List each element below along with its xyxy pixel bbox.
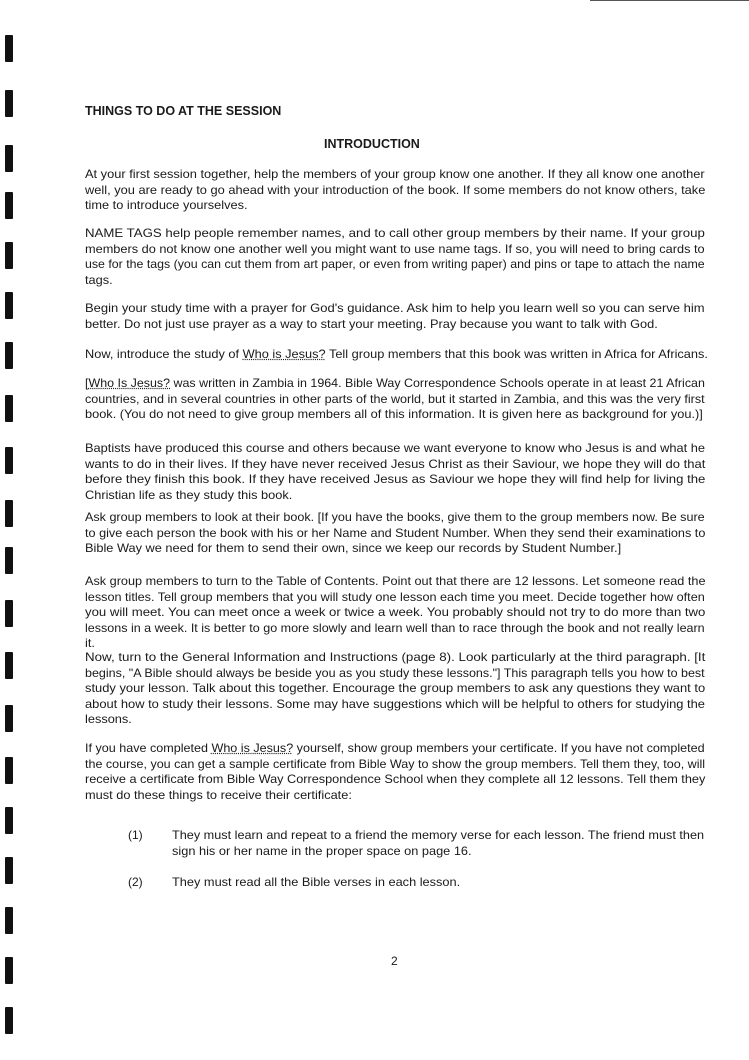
text-line: members do not know one another well you might want to use name tags. If so, you will need to bring cards to xyxy=(85,241,705,256)
text-segment: [ xyxy=(85,376,89,390)
text-line: time to introduce yourselves. xyxy=(85,198,248,213)
text-line: Christian life as they study this book. xyxy=(85,487,293,502)
text-line: Baptists have produced this course and others because we want everyone to know who Jesus is and what he xyxy=(85,441,706,455)
binding-hole-mark xyxy=(5,35,13,62)
text-line: They must learn and repeat to a friend the memory verse for each lesson. The friend must then xyxy=(172,828,705,842)
text-line: it. xyxy=(85,636,95,651)
text-line: Ask group members to look at their book. [If you have the books, give them to the group members now. Be sure xyxy=(85,510,705,524)
text-segment: If you have completed xyxy=(85,741,212,755)
text-line: sign his or her name in the proper space on page 16. xyxy=(172,843,472,858)
text-line: wants to do in their lives. If they have never received Jesus Christ as their Saviour, we hope they will do that xyxy=(85,456,706,471)
text-line: Ask group members to turn to the Table of Contents. Point out that there are 12 lessons. Let someone read the xyxy=(85,574,706,588)
text-line: lessons. xyxy=(85,712,132,727)
book-title: Who is Jesus? xyxy=(211,741,294,755)
text-segment: yourself, show group members your certificate. If you have not completed xyxy=(293,741,705,755)
binding-hole-mark xyxy=(5,547,13,574)
binding-hole-mark xyxy=(5,145,13,172)
text-line: must do these things to receive their certificate: xyxy=(85,787,352,802)
text-line: about how to study their lessons. Some may have suggestions which will be helpful to others for studying the xyxy=(85,696,705,711)
text-line: receive a certificate from Bible Way Correspondence School when they complete all 12 lessons. Tell them they xyxy=(85,772,706,787)
book-title: Who is Jesus? xyxy=(242,347,326,361)
text-line: the course, you can get a sample certificate from Bible Way to show the group members. Tell them they, too, will xyxy=(85,756,706,771)
binding-hole-mark xyxy=(5,292,13,319)
text-line: well, you are ready to go ahead with your introduction of the book. If some members do not know others, take xyxy=(85,182,706,197)
list-number: (2) xyxy=(128,875,143,889)
text-line: before they finish this book. If they have received Jesus as Saviour we hope they will find help for living the xyxy=(85,472,706,487)
binding-hole-mark xyxy=(5,652,13,679)
binding-hole-mark xyxy=(5,342,13,369)
text-line: lesson titles. Tell group members that you will study one lesson each time you meet. Decide together how often xyxy=(85,589,705,604)
section-heading: THINGS TO DO AT THE SESSION xyxy=(85,104,282,118)
text-segment: Now, introduce the study of xyxy=(85,347,243,361)
binding-hole-mark xyxy=(5,447,13,474)
binding-hole-mark xyxy=(5,957,13,984)
subheading: INTRODUCTION xyxy=(324,137,420,151)
text-line xyxy=(85,376,705,391)
text-line: begins, "A Bible should always be beside you as you study these lessons."] This paragraph tells you how to best xyxy=(85,665,705,680)
text-segment: Tell group members that this book was written in Africa for Africans. xyxy=(325,347,708,361)
text-line: tags. xyxy=(85,272,113,287)
binding-hole-mark xyxy=(5,807,13,834)
binding-hole-mark xyxy=(5,90,13,117)
binding-hole-mark xyxy=(5,1007,13,1034)
binding-hole-mark xyxy=(5,395,13,422)
binding-hole-mark xyxy=(5,242,13,269)
text-line: Now, turn to the General Information and Instructions (page 8). Look particularly at the third paragraph. [It xyxy=(85,650,706,664)
text-line: use for the tags (you can cut them from art paper, or even from writing paper) and pins or tape to attach the name xyxy=(85,257,705,272)
binding-hole-mark xyxy=(5,192,13,219)
binding-hole-mark xyxy=(5,757,13,784)
binding-hole-mark xyxy=(5,600,13,627)
binding-hole-mark xyxy=(5,500,13,527)
text-line xyxy=(85,347,708,362)
text-line: NAME TAGS help people remember names, and to call other group members by their name. If your group xyxy=(85,226,705,240)
book-title: Who Is Jesus? xyxy=(88,376,171,390)
text-line: countries, and in several countries in other parts of the world, but it started in Zambia, and this was the very first xyxy=(85,391,705,406)
text-line: study your lesson. Talk about this together. Encourage the group members to ask any questions they want to xyxy=(85,681,706,696)
text-line xyxy=(85,741,705,756)
text-line: They must read all the Bible verses in each lesson. xyxy=(172,875,461,889)
scan-edge-line xyxy=(590,0,749,1)
text-line: better. Do not just use prayer as a way to start your meeting. Pray because you want to talk with God. xyxy=(85,316,658,331)
list-number: (1) xyxy=(128,828,143,842)
binding-hole-mark xyxy=(5,857,13,884)
text-line: you will meet. You can meet once a week or twice a week. You probably should not try to do more than two xyxy=(85,605,706,620)
text-line: lessons in a week. It is better to go more slowly and learn well than to race through the book and not really learn xyxy=(85,620,705,635)
text-line: book. (You do not need to give group members all of this information. It is given here as background for you.)] xyxy=(85,407,703,422)
text-line: Begin your study time with a prayer for God's guidance. Ask him to help you learn well so you can serve him xyxy=(85,301,705,315)
text-line: Bible Way we need for them to send their own, since we keep our records by Student Number.] xyxy=(85,541,622,556)
page-number: 2 xyxy=(391,954,398,968)
text-segment: was written in Zambia in 1964. Bible Way Correspondence Schools operate in at least 21 African xyxy=(170,376,705,390)
binding-hole-mark xyxy=(5,705,13,732)
binding-hole-mark xyxy=(5,907,13,934)
text-line: At your first session together, help the members of your group know one another. If they all know one another xyxy=(85,167,705,181)
text-line: to give each person the book with his or her Name and Student Number. When they send their examinations to xyxy=(85,525,706,540)
